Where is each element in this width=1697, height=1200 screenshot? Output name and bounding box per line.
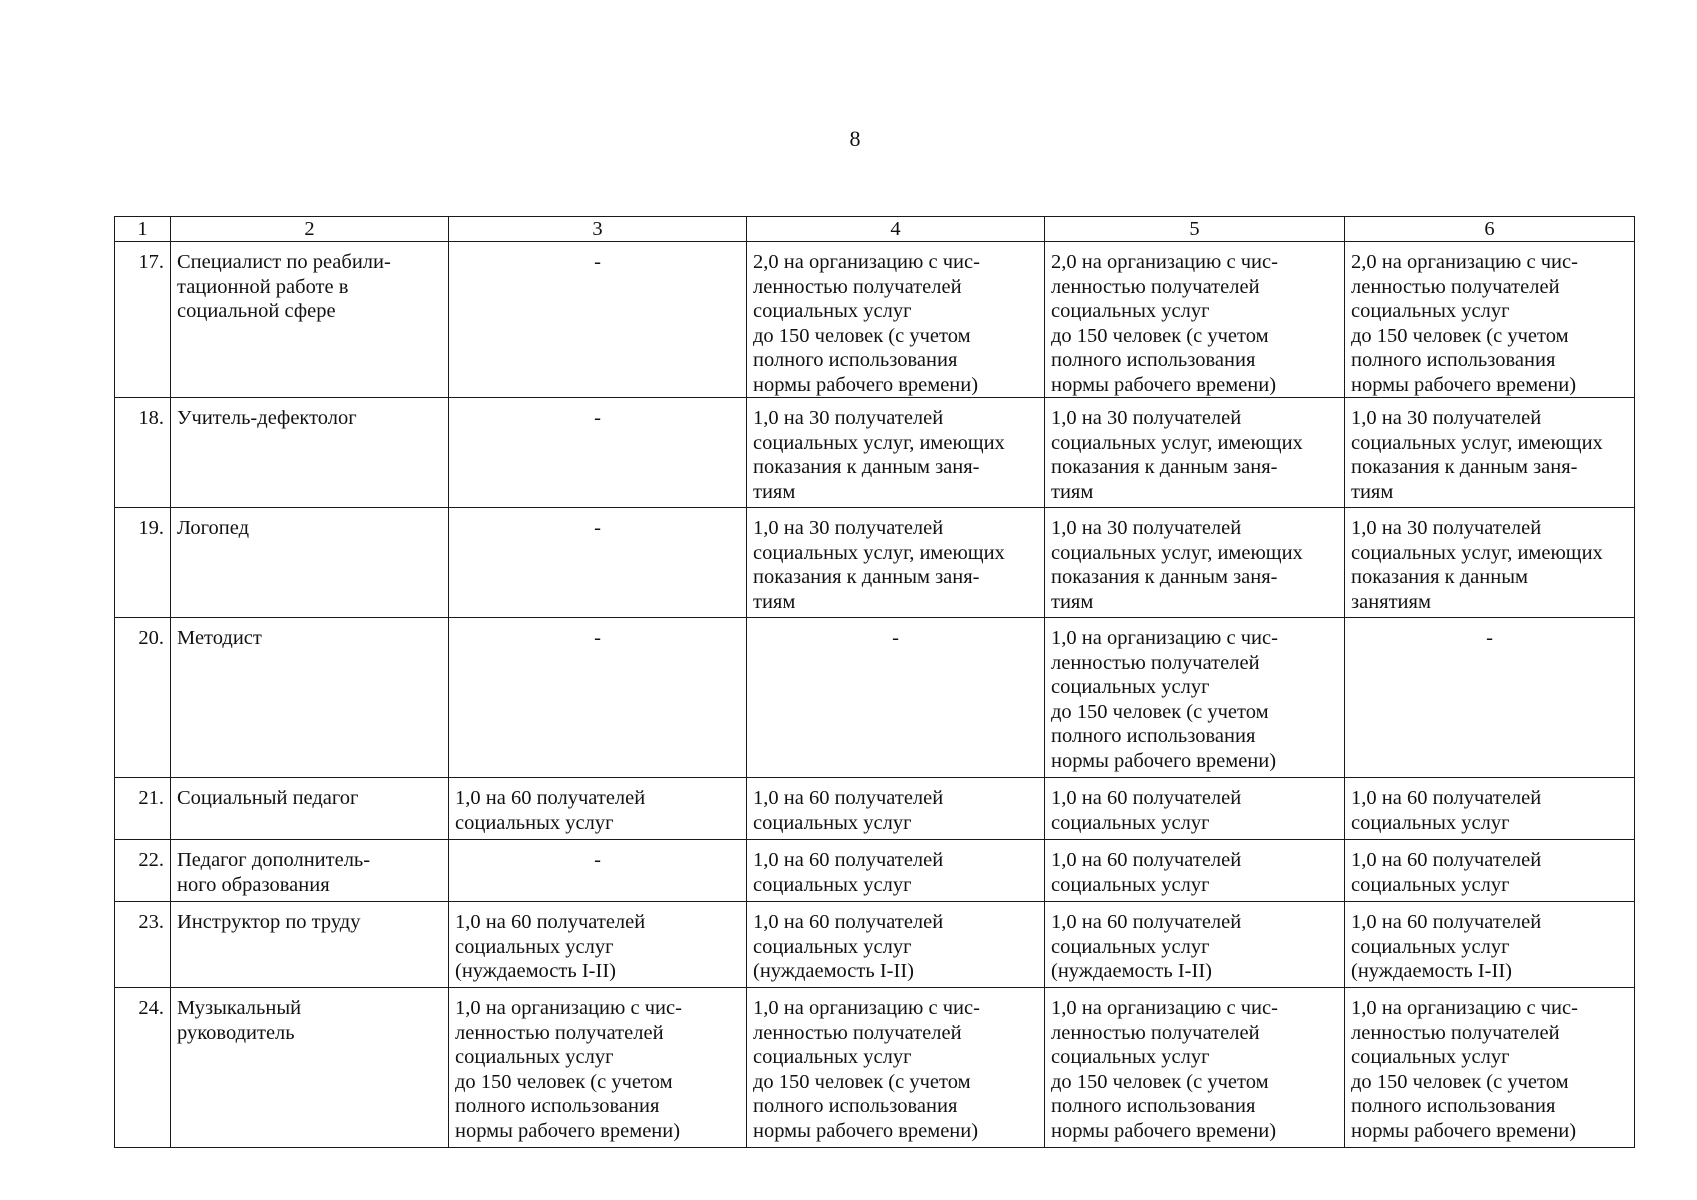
row-number: 24. xyxy=(115,988,171,1148)
norm-cell: 1,0 на 60 получателей социальных услуг (нуждаемость I-II) xyxy=(449,902,747,988)
position-name: Учитель-дефектолог xyxy=(171,398,449,508)
norm-cell: - xyxy=(449,618,747,778)
column-number-6: 6 xyxy=(1345,217,1635,242)
row-number: 21. xyxy=(115,778,171,840)
position-name: Социальный педагог xyxy=(171,778,449,840)
position-name: Логопед xyxy=(171,508,449,618)
table-row xyxy=(115,508,1635,618)
norm-cell: 1,0 на 60 получателей социальных услуг (нуждаемость I-II) xyxy=(1045,902,1345,988)
column-number-3: 3 xyxy=(449,217,747,242)
table-row xyxy=(115,778,1635,840)
norm-cell: 1,0 на 60 получателей социальных услуг xyxy=(1345,778,1635,840)
norm-cell: 1,0 на 30 получателей социальных услуг, имеющих показания к данным заня- тиям xyxy=(1045,508,1345,618)
position-name: Методист xyxy=(171,618,449,778)
table-row xyxy=(115,618,1635,778)
column-number-row xyxy=(115,217,1635,242)
column-number-5: 5 xyxy=(1045,217,1345,242)
position-name: Педагог дополнитель- ного образования xyxy=(171,840,449,902)
norm-cell: - xyxy=(1345,618,1635,778)
norm-cell: 1,0 на организацию с чис- ленностью получателей социальных услуг до 150 человек (с учетом полного использования нормы рабочего времени) xyxy=(1045,988,1345,1148)
norm-cell: 1,0 на 60 получателей социальных услуг xyxy=(1345,840,1635,902)
page-number: 8 xyxy=(849,126,861,151)
norm-cell: 1,0 на организацию с чис- ленностью получателей социальных услуг до 150 человек (с учетом полного использования нормы рабочего времени) xyxy=(1045,618,1345,778)
norm-cell: - xyxy=(449,508,747,618)
table-row xyxy=(115,988,1635,1148)
norm-cell: 1,0 на 60 получателей социальных услуг xyxy=(747,840,1045,902)
row-number: 19. xyxy=(115,508,171,618)
norm-cell: - xyxy=(747,618,1045,778)
column-number-1: 1 xyxy=(115,217,171,242)
norm-cell: 1,0 на 60 получателей социальных услуг xyxy=(449,778,747,840)
norm-cell: 1,0 на 60 получателей социальных услуг xyxy=(1045,778,1345,840)
norm-cell: 1,0 на 30 получателей социальных услуг, имеющих показания к данным заня- тиям xyxy=(1345,398,1635,508)
norm-cell: 1,0 на 60 получателей социальных услуг xyxy=(1045,840,1345,902)
table-row xyxy=(115,840,1635,902)
row-number: 20. xyxy=(115,618,171,778)
table-row xyxy=(115,242,1635,398)
table-row xyxy=(115,398,1635,508)
position-name: Музыкальный руководитель xyxy=(171,988,449,1148)
norm-cell: 1,0 на 30 получателей социальных услуг, имеющих показания к данным заня- тиям xyxy=(747,508,1045,618)
row-number: 17. xyxy=(115,242,171,398)
norm-cell: - xyxy=(449,398,747,508)
norm-cell: 1,0 на 30 получателей социальных услуг, имеющих показания к данным заня- тиям xyxy=(747,398,1045,508)
norm-cell: 2,0 на организацию с чис- ленностью получателей социальных услуг до 150 человек (с учетом полного использования нормы рабочего времени) xyxy=(1345,242,1635,398)
norm-cell: 1,0 на 60 получателей социальных услуг (нуждаемость I-II) xyxy=(1345,902,1635,988)
row-number: 22. xyxy=(115,840,171,902)
norm-cell: 1,0 на 60 получателей социальных услуг (нуждаемость I-II) xyxy=(747,902,1045,988)
row-number: 23. xyxy=(115,902,171,988)
norm-cell: 1,0 на 60 получателей социальных услуг xyxy=(747,778,1045,840)
norm-cell: 1,0 на 30 получателей социальных услуг, имеющих показания к данным занятиям xyxy=(1345,508,1635,618)
norm-cell: 1,0 на 30 получателей социальных услуг, имеющих показания к данным заня- тиям xyxy=(1045,398,1345,508)
row-number: 18. xyxy=(115,398,171,508)
table-row xyxy=(115,902,1635,988)
column-number-2: 2 xyxy=(171,217,449,242)
norm-cell: 1,0 на организацию с чис- ленностью получателей социальных услуг до 150 человек (с учетом полного использования нормы рабочего времени) xyxy=(449,988,747,1148)
norm-cell: 2,0 на организацию с чис- ленностью получателей социальных услуг до 150 человек (с учетом полного использования нормы рабочего времени) xyxy=(1045,242,1345,398)
column-number-4: 4 xyxy=(747,217,1045,242)
norm-cell: 1,0 на организацию с чис- ленностью получателей социальных услуг до 150 человек (с учетом полного использования нормы рабочего времени) xyxy=(747,988,1045,1148)
staffing-table xyxy=(114,216,1635,1148)
norm-cell: 1,0 на организацию с чис- ленностью получателей социальных услуг до 150 человек (с учетом полного использования нормы рабочего времени) xyxy=(1345,988,1635,1148)
position-name: Инструктор по труду xyxy=(171,902,449,988)
norm-cell: 2,0 на организацию с чис- ленностью получателей социальных услуг до 150 человек (с учетом полного использования нормы рабочего времени) xyxy=(747,242,1045,398)
position-name: Специалист по реабили- тационной работе в социальной сфере xyxy=(171,242,449,398)
norm-cell: - xyxy=(449,242,747,398)
norm-cell: - xyxy=(449,840,747,902)
